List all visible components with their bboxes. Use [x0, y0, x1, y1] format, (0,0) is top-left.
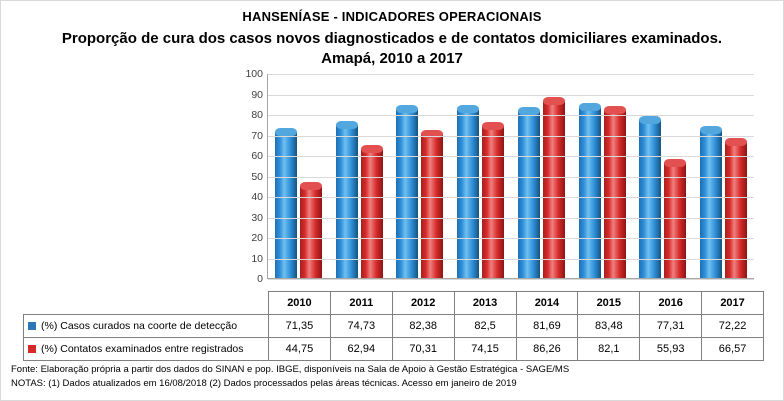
gridline [268, 197, 754, 198]
bar-2010-series1 [275, 132, 297, 278]
bar-2017-series1 [700, 130, 722, 278]
bar-cap [543, 97, 565, 105]
table-row [24, 315, 764, 338]
gridline [268, 218, 754, 219]
column-header-2016: 2016 [640, 292, 702, 315]
column-header-2010: 2010 [269, 292, 331, 315]
bar-2013-series2 [482, 126, 504, 278]
legend-label-series2: (%) Contatos examinados entre registrados [24, 338, 269, 361]
column-header-2011: 2011 [330, 292, 392, 315]
value-2011-series2: 62,94 [330, 338, 392, 361]
value-2012-series1: 82,38 [392, 315, 454, 338]
legend-swatch-icon [28, 345, 36, 353]
column-header-2014: 2014 [516, 292, 578, 315]
bar-2015-series1 [579, 107, 601, 278]
value-2014-series1: 81,69 [516, 315, 578, 338]
y-axis-tick: 60 [251, 150, 263, 162]
value-2010-series1: 71,35 [269, 315, 331, 338]
gridline [268, 238, 754, 239]
y-axis-tick: 10 [251, 252, 263, 265]
y-axis-tick: 30 [251, 211, 263, 224]
y-axis-tick: 40 [251, 191, 263, 203]
bar-2013-series1 [457, 109, 479, 278]
chart-titles [1, 1, 783, 68]
value-2016-series2: 55,93 [640, 338, 702, 361]
footer-line-2: NOTAS: (1) Dados atualizados em 16/08/2018 (2) Dados processados pelas áreas técnicas. Acesso em janeiro de 2019 [11, 377, 517, 389]
bar-cap [361, 145, 383, 153]
value-2015-series2: 82,1 [578, 338, 640, 361]
bar-cap [396, 105, 418, 113]
y-axis-tick: 70 [251, 129, 263, 142]
bar-cap [518, 107, 540, 115]
value-2013-series1: 82,5 [454, 315, 516, 338]
plot-area [1, 68, 783, 286]
value-2015-series1: 83,48 [578, 315, 640, 338]
value-2014-series2: 86,26 [516, 338, 578, 361]
y-axis-tick: 90 [251, 88, 263, 101]
y-axis-tick: 50 [251, 170, 263, 183]
bar-cap [700, 126, 722, 134]
bar-cap [300, 182, 322, 190]
gridline [268, 74, 754, 75]
gridline [268, 279, 754, 280]
table-corner-cell [24, 292, 269, 315]
bar-cap [421, 130, 443, 138]
bar-2016-series1 [639, 120, 661, 278]
bar-cap [725, 138, 747, 146]
column-header-2012: 2012 [392, 292, 454, 315]
bar-2016-series2 [664, 163, 686, 278]
value-2016-series1: 77,31 [640, 315, 702, 338]
value-2013-series2: 74,15 [454, 338, 516, 361]
y-axis-tick: 100 [245, 68, 263, 80]
bar-2011-series1 [336, 125, 358, 278]
value-2012-series2: 70,31 [392, 338, 454, 361]
column-header-2013: 2013 [454, 292, 516, 315]
bar-2012-series1 [396, 109, 418, 278]
bar-cap [336, 121, 358, 129]
legend-label-series1: (%) Casos curados na coorte de detecção [24, 315, 269, 338]
value-2017-series1: 72,22 [702, 315, 764, 338]
value-2011-series1: 74,73 [330, 315, 392, 338]
page-title: Proporção de cura dos casos novos diagnosticados e de contatos domiciliares examinados. Amapá, 2010 a 2017 [61, 30, 723, 67]
bar-cap [604, 106, 626, 114]
gridline [268, 156, 754, 157]
value-2017-series2: 66,57 [702, 338, 764, 361]
chart-subtitle: HANSENÍASE - INDICADORES OPERACIONAIS [242, 9, 542, 24]
gridline [268, 95, 754, 96]
legend-swatch-icon [28, 322, 36, 330]
gridline [268, 136, 754, 137]
footer-line-1: Fonte: Elaboração própria a partir dos dados do SINAN e pop. IBGE, disponíveis na Sala de Apoio à Gestão Estratégica - SAGE/MS [11, 364, 570, 375]
bar-cap [482, 122, 504, 130]
gridline [268, 177, 754, 178]
y-axis-tick: 80 [251, 109, 263, 121]
bar-2010-series2 [300, 186, 322, 278]
y-axis-tick: 0 [257, 273, 263, 285]
column-header-2017: 2017 [702, 292, 764, 315]
table-header-row [24, 292, 764, 315]
gridline [268, 259, 754, 260]
table-row [24, 338, 764, 361]
bar-cap [639, 116, 661, 124]
bar-cap [457, 105, 479, 113]
bar-cap [579, 103, 601, 111]
column-header-2015: 2015 [578, 292, 640, 315]
chart-plot [245, 68, 754, 285]
y-axis-tick: 20 [251, 232, 263, 244]
bar-cap [664, 159, 686, 167]
gridline [268, 115, 754, 116]
bar-2014-series2 [543, 101, 565, 278]
data-table [23, 291, 764, 361]
value-2010-series2: 44,75 [269, 338, 331, 361]
footer-notes [11, 363, 569, 391]
